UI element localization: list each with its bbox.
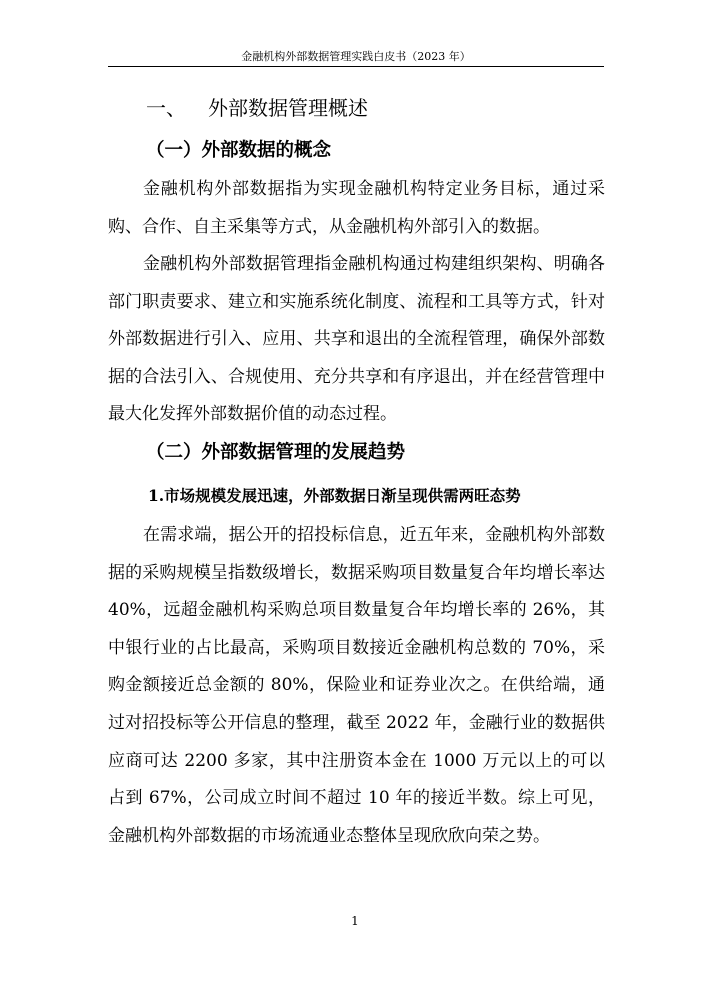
header-rule: [108, 66, 604, 67]
subsection-heading-1: （一）外部数据的概念: [146, 140, 332, 161]
section-title: 外部数据管理概述: [208, 96, 368, 120]
definition-text: 指为实现金融机构特定业务目标，通过采购、合作、自主采集等方式，从金融机构外部引入的数据。: [108, 179, 606, 237]
term-external-data: 金融机构外部数据: [143, 179, 286, 199]
running-header: 金融机构外部数据管理实践白皮书（2023 年）: [241, 50, 471, 63]
section-number: 一、: [146, 96, 186, 120]
paragraph-definition-management: [108, 246, 605, 434]
point-heading-1: 1.市场规模发展迅速，外部数据日渐呈现供需两旺态势: [148, 486, 521, 505]
term-external-data-management: 金融机构外部数据管理: [143, 254, 315, 274]
section-heading: [146, 95, 368, 121]
definition-text: 指金融机构通过构建组织架构、明确各部门职责要求、建立和实施系统化制度、流程和工具等方式，针对外部数据进行引入、应用、共享和退出的全流程管理，确保外部数据的合法引入、合规使用、充分共享和有序退出，并在经营管理中最大化发挥外部数据价值的动态过程。: [108, 254, 606, 425]
paragraph-market-trend: 在需求端，据公开的招投标信息，近五年来，金融机构外部数据的采购规模呈指数级增长，数据采购项目数量复合年均增长率达40%，远超金融机构采购总项目数量复合年均增长率的 26%，其中银行业的占比最高，采购项目数接近金融机构总数的 70%，采购金额接近总金额的 80%，保险业和证券业次之。在供给端，通过对招投标等公开信息的整理，截至 2022 年，金融行业的数据供应商可达 2200 多家，其中注册资本金在 1000 万元以上的可以占到 67%，公司成立时间不超过 10 年的接近半数。综上可见，金融机构外部数据的市场流通业态整体呈现欣欣向荣之势。: [108, 525, 605, 846]
page-number: 1: [351, 914, 359, 928]
subsection-heading-2: （二）外部数据管理的发展趋势: [146, 442, 406, 463]
paragraph-definition-data: [108, 171, 605, 246]
